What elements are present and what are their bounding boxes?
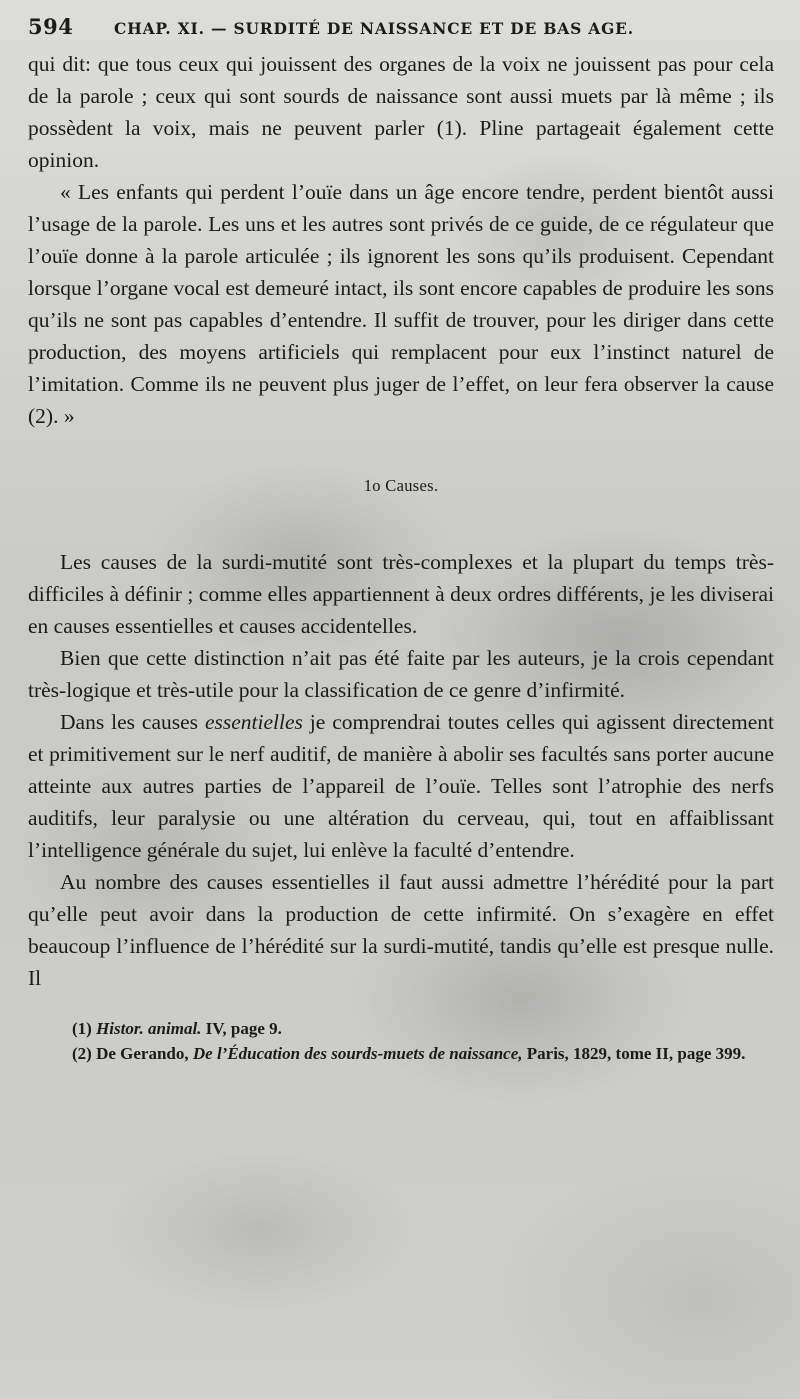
paragraph-essential-causes-start: Dans les causes bbox=[60, 710, 205, 734]
paragraph-distinction: Bien que cette distinction n’ait pas été faite par les auteurs, je la crois cependant très-logique et très-utile pour la classification de ce genre d’infirmité. bbox=[28, 646, 774, 702]
footnote-2-rest: Paris, 1829, tome II, page 399. bbox=[522, 1044, 746, 1063]
paragraph-essential-causes-rest: je comprendrai toutes celles qui agissent directement et primitivement sur le nerf auditif, de manière à abolir ses facultés sans porter aucune atteinte aux autres parties de l’appareil de l’ouïe. Telles sont l’atrophie des nerfs auditifs, leur paralysie ou une altération du cerveau, qui, tout en affaiblissant l’intelligence générale du sujet, lui enlève la faculté d’entendre. bbox=[28, 710, 774, 862]
footnotes bbox=[28, 1016, 774, 1066]
paragraph-quotation: « Les enfants qui perdent l’ouïe dans un âge encore tendre, perdent bientôt aussi l’usage de la parole. Les uns et les autres sont privés de ce guide, de ce régulateur que l’ouïe donne à la parole articulée ; ils ignorent les sons qu’ils produisent. Cependant lorsque l’organe vocal est demeuré intact, ils sont encore capables de produire les sons qu’ils ne sont pas capables d’entendre. Il suffit de trouver, pour les diriger dans cette production, des moyens artificiels qui remplacent pour eux l’instinct naturel de l’imitation. Comme ils ne peuvent plus juger de l’effet, on leur fera observer la cause (2). » bbox=[28, 180, 774, 428]
running-head bbox=[28, 14, 774, 48]
paragraph-causes-intro: Les causes de la surdi-mutité sont très-complexes et la plupart du temps très-difficiles à définir ; comme elles appartiennent à deux ordres différents, je les diviserai en causes essentielles et causes accidentelles. bbox=[28, 550, 774, 638]
section-heading: 1o Causes. bbox=[363, 476, 439, 495]
footnote-2-mark: (2) De Gerando, bbox=[72, 1044, 193, 1063]
paragraph-heredity: Au nombre des causes essentielles il faut aussi admettre l’hérédité pour la part qu’elle peut avoir dans la production de cette infirmité. On s’exagère en effet beaucoup l’influence de l’hérédité sur la surdi-mutité, tandis qu’elle est presque nulle. Il bbox=[28, 870, 774, 990]
footnote-2-title: De l’Éducation des sourds-muets de naissance, bbox=[192, 1044, 523, 1063]
paragraph-continuation: qui dit: que tous ceux qui jouissent des organes de la voix ne jouissent pas pour cela de la parole ; ceux qui sont sourds de naissance sont aussi muets par là même ; ils possèdent la voix, mais ne peuvent parler (1). Pline partageait également cette opinion. bbox=[28, 52, 774, 172]
italic-term-essentielles: essentielles bbox=[204, 710, 303, 734]
footnote-1-rest: IV, page 9. bbox=[201, 1019, 282, 1038]
footnote-1-mark: (1) bbox=[72, 1019, 97, 1038]
paragraph-essential-causes bbox=[28, 706, 774, 866]
footnote-1-title: Histor. animal. bbox=[96, 1019, 202, 1038]
page-number: 594 bbox=[28, 14, 74, 39]
footnote-2 bbox=[28, 1041, 774, 1066]
footnote-1 bbox=[28, 1016, 774, 1041]
body-text bbox=[28, 48, 774, 994]
chapter-title: CHAP. XI. — SURDITÉ DE NAISSANCE ET DE BAS AGE. bbox=[114, 19, 634, 38]
